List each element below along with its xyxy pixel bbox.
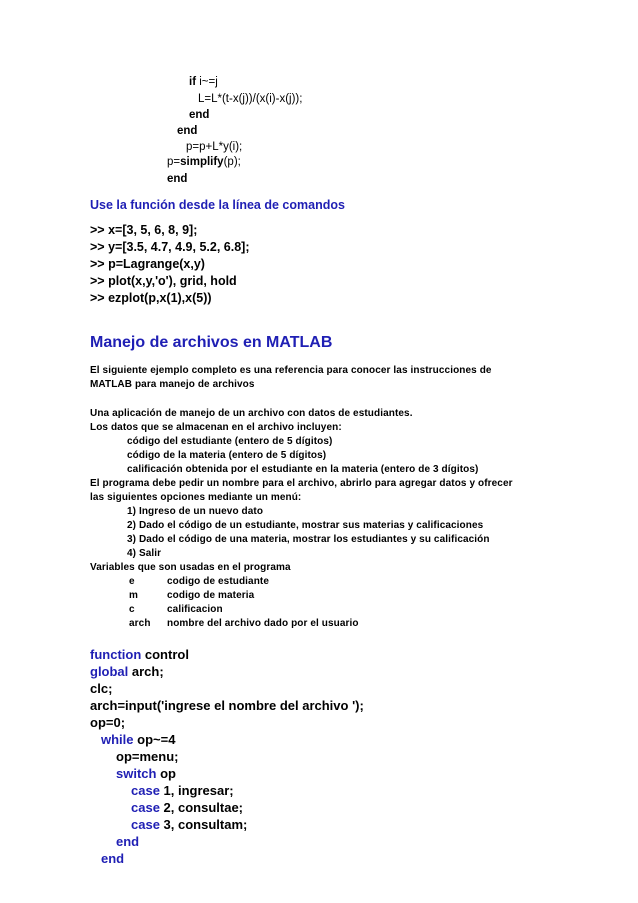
field-item: calificación obtenida por el estudiante en la materia (entero de 3 dígitos) xyxy=(127,464,479,475)
code-keyword: global xyxy=(90,664,129,679)
field-item: código de la materia (entero de 5 dígitos) xyxy=(127,450,327,461)
code-text: op xyxy=(156,766,176,781)
menu-option: 4) Salir xyxy=(127,548,162,559)
variable-name: arch xyxy=(129,618,151,629)
variable-desc: nombre del archivo dado por el usuario xyxy=(167,618,359,629)
code-keyword: switch xyxy=(116,766,157,781)
code-line xyxy=(90,665,164,678)
code-keyword: while xyxy=(101,732,134,747)
intro-line: El siguiente ejemplo completo es una referencia para conocer las instrucciones de xyxy=(90,365,492,376)
variable-desc: codigo de materia xyxy=(167,590,255,601)
code-text: control xyxy=(141,647,189,662)
code-keyword: case xyxy=(131,817,160,832)
code-line xyxy=(131,818,247,831)
menu-option: 2) Dado el código de un estudiante, mostrar sus materias y calificaciones xyxy=(127,520,484,531)
code-line: end xyxy=(177,125,198,137)
intro-line: MATLAB para manejo de archivos xyxy=(90,379,255,390)
code-line: end xyxy=(101,851,125,866)
code-line: clc; xyxy=(90,681,113,696)
code-line: arch=input('ingrese el nombre del archivo '); xyxy=(90,698,364,713)
code-line: L=L*(t-x(j))/(x(i)-x(j)); xyxy=(198,93,303,105)
code-text: arch; xyxy=(128,664,164,679)
command-line: >> plot(x,y,'o'), grid, hold xyxy=(90,274,237,288)
menu-option: 1) Ingreso de un nuevo dato xyxy=(127,506,264,517)
code-text: 1, ingresar; xyxy=(159,783,234,798)
description-line: Una aplicación de manejo de un archivo con datos de estudiantes. xyxy=(90,408,413,419)
code-text: 3, consultam; xyxy=(159,817,248,832)
code-text: p= xyxy=(167,156,181,168)
variables-heading: Variables que son usadas en el programa xyxy=(90,562,291,573)
code-line: end xyxy=(167,173,188,185)
code-text: 2, consultae; xyxy=(159,800,243,815)
variable-desc: calificacion xyxy=(167,604,223,615)
usage-heading: Use la función desde la línea de comandos xyxy=(90,198,345,212)
code-keyword: case xyxy=(131,783,160,798)
command-line: >> ezplot(p,x(1),x(5)) xyxy=(90,291,212,305)
code-keyword: case xyxy=(131,800,160,815)
command-line: >> y=[3.5, 4.7, 4.9, 5.2, 6.8]; xyxy=(90,240,250,254)
variable-name: m xyxy=(129,590,138,601)
variable-desc: codigo de estudiante xyxy=(167,576,270,587)
code-line xyxy=(101,733,175,746)
code-line: op=0; xyxy=(90,715,126,730)
code-keyword: if xyxy=(189,76,197,88)
code-line xyxy=(189,77,218,89)
menu-option: 3) Dado el código de una materia, mostrar los estudiantes y su calificación xyxy=(127,534,490,545)
section-heading: Manejo de archivos en MATLAB xyxy=(90,334,333,351)
description-line: Los datos que se almacenan en el archivo incluyen: xyxy=(90,422,342,433)
code-line: p=p+L*y(i); xyxy=(186,141,243,153)
program-description-line: El programa debe pedir un nombre para el archivo, abrirlo para agregar datos y ofrecer xyxy=(90,478,513,489)
code-line: end xyxy=(189,109,210,121)
code-line xyxy=(131,801,243,814)
code-keyword: function xyxy=(90,647,142,662)
code-text: (p); xyxy=(223,156,241,168)
code-line xyxy=(90,648,189,661)
code-line xyxy=(167,157,241,169)
command-line: >> p=Lagrange(x,y) xyxy=(90,257,205,271)
field-item: código del estudiante (entero de 5 dígitos) xyxy=(127,436,333,447)
code-function: simplify xyxy=(180,156,224,168)
code-text: i~=j xyxy=(196,76,218,88)
code-text: op~=4 xyxy=(133,732,176,747)
code-line xyxy=(131,784,234,797)
code-line: end xyxy=(116,834,140,849)
command-line: >> x=[3, 5, 6, 8, 9]; xyxy=(90,223,198,237)
code-line xyxy=(116,767,176,780)
variable-name: c xyxy=(129,604,135,615)
program-description-line: las siguientes opciones mediante un menú: xyxy=(90,492,302,503)
code-line: op=menu; xyxy=(116,749,179,764)
variable-name: e xyxy=(129,576,135,587)
